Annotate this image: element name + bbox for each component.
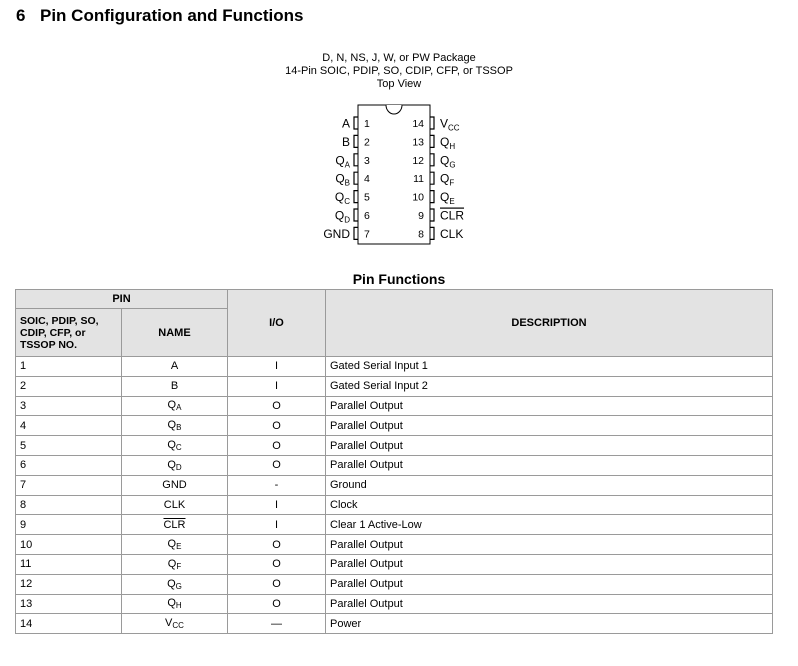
pin-label-subscript: C [344,197,350,207]
pin-label-name: CLR [440,208,465,223]
pin-number: 8 [418,228,424,241]
cell-pin-number: 4 [16,416,122,436]
pin-lead [354,227,358,239]
cell-description: Clock [326,495,773,515]
pin-label [440,227,463,241]
pin-name: Q [167,597,176,610]
cell-io: O [228,574,326,594]
pin-name-subscript: F [176,561,182,571]
cell-pin-number: 13 [16,594,122,614]
cell-pin-name [122,614,228,634]
cell-pin-number: 5 [16,436,122,456]
cell-description: Gated Serial Input 1 [326,357,773,377]
section-title: Pin Configuration and Functions [40,6,304,25]
cell-description: Parallel Output [326,396,773,416]
cell-description: Power [326,614,773,634]
cell-io: O [228,416,326,436]
pin-label [342,135,350,149]
pin-number: 7 [364,228,370,241]
cell-pin-number: 8 [16,495,122,515]
pin-name: Q [167,577,176,590]
pin-name-subscript: H [175,601,182,611]
table-row [16,614,773,634]
pin-label [335,153,350,169]
pin-name-subscript: G [175,581,182,591]
cell-pin-name [122,594,228,614]
cell-io: I [228,376,326,396]
pin-number: 2 [364,136,370,149]
pin-label-subscript: B [344,178,350,188]
table-row [16,535,773,555]
pin-label-name: Q [334,190,345,205]
pin-name: $\overline{CLR}$ [163,518,186,531]
pin-label-subscript: E [449,197,455,207]
pin-number: 4 [364,173,370,186]
pin-name: A [170,360,179,373]
pin-label [342,117,350,131]
pin-name-subscript: CC [172,621,184,631]
package-line-2: 14-Pin SOIC, PDIP, SO, CDIP, CFP, or TSSOP [285,65,513,77]
cell-description: Parallel Output [326,416,773,436]
cell-io: O [228,594,326,614]
pin-label-name: Q [440,153,450,168]
pin-label-name: Q [335,153,345,168]
pin-label [335,209,350,225]
cell-pin-name [122,535,228,555]
cell-pin-name [122,475,228,495]
pin-number: 6 [364,210,370,222]
pin-number: 1 [364,118,370,130]
table-row [16,376,773,396]
cell-pin-number: 6 [16,455,122,475]
header-description: DESCRIPTION [326,290,773,357]
pin-number: 14 [412,118,424,130]
pin-lead [354,154,358,166]
header-io: I/O [228,290,326,357]
pin-lead [430,227,434,239]
pin-lead [354,117,358,129]
cell-io: I [228,515,326,535]
cell-pin-number: 10 [16,535,122,555]
pin-name: Q [167,538,177,551]
pin-name-subscript: C [175,443,182,453]
pin-name-subscript: B [176,423,182,433]
pin-label-name: A [341,116,350,131]
pin-name: Q [167,399,177,412]
pin-label-subscript: H [449,141,456,151]
pin-name: Q [167,419,177,432]
cell-io: O [228,535,326,555]
pin-label-name: CLK [440,226,464,241]
cell-pin-name [122,416,228,436]
cell-pin-number: 2 [16,376,122,396]
cell-io: O [228,455,326,475]
pin-name: Q [167,439,176,452]
pin-label [335,172,350,188]
pin-name-subscript: D [175,462,182,472]
pin-lead [430,117,434,129]
cell-description: Parallel Output [326,594,773,614]
pin-lead [430,154,434,166]
cell-pin-name [122,515,228,535]
cell-pin-name [122,376,228,396]
pin-label-name: GND [323,226,350,241]
cell-pin-number: 12 [16,574,122,594]
pin-number: 10 [412,191,424,204]
table-row [16,574,773,594]
pin-label-name: Q [440,134,450,149]
table-row [16,416,773,436]
pin-name: Q [167,557,177,570]
pin-functions-title: Pin Functions [352,271,446,287]
cell-pin-number: 3 [16,396,122,416]
pin-label-name: Q [440,171,450,186]
pin-label [323,227,350,241]
pin-name: B [170,380,179,393]
pin-lead [354,172,358,184]
pin-label [440,135,455,151]
pin-lead [430,209,434,221]
pin-label [440,117,460,133]
pin-number: 5 [364,191,370,204]
table-row [16,396,773,416]
cell-io: O [228,396,326,416]
cell-description: Ground [326,475,773,495]
pin-lead [354,191,358,203]
pin-label [440,209,464,223]
header-pin: PIN [16,290,228,309]
table-row [16,455,773,475]
cell-io: O [228,436,326,456]
pin-name: CLK [163,498,186,511]
package-line-3: Top View [376,78,422,90]
pin-number: 11 [413,173,424,186]
pin-name-subscript: E [176,542,182,552]
pin-name: Q [167,458,176,471]
table-row [16,515,773,535]
pin-lead [430,135,434,147]
pin-label [335,190,350,206]
pin-lead [354,135,358,147]
pin-lead [354,209,358,221]
table-row [16,554,773,574]
pin-functions-body [16,357,773,634]
pin-label [440,190,455,206]
pin-name: GND [162,479,187,492]
cell-description: Parallel Output [326,535,773,555]
pin-functions-table [15,289,773,634]
cell-pin-name [122,574,228,594]
cell-io: I [228,357,326,377]
cell-io: O [228,554,326,574]
cell-description: Parallel Output [326,436,773,456]
pin-label-subscript: G [449,160,456,170]
cell-io: I [228,495,326,515]
cell-pin-number: 11 [16,554,122,574]
pin-number: 3 [364,154,370,167]
pin-label-name: Q [440,190,450,205]
pin-left-2 [342,135,370,149]
cell-description: Gated Serial Input 2 [326,376,773,396]
cell-pin-name [122,554,228,574]
pin-label-subscript: A [344,160,350,170]
pin-left-1 [342,117,370,131]
pinout-diagram [0,0,798,260]
pin-name: V [165,617,173,630]
cell-pin-name [122,396,228,416]
cell-io: — [228,614,326,634]
pin-label-subscript: F [449,178,455,188]
cell-pin-name [122,436,228,456]
pin-name-subscript: A [176,403,182,413]
pin-label-name: Q [334,208,345,223]
cell-io: - [228,475,326,495]
cell-description: Clear 1 Active-Low [326,515,773,535]
header-package-no: SOIC, PDIP, SO, CDIP, CFP, or TSSOP NO. [16,309,122,357]
cell-description: Parallel Output [326,455,773,475]
table-row [16,594,773,614]
table-row [16,357,773,377]
package-line-1: D, N, NS, J, W, or PW Package [322,52,476,64]
pin-lead [430,172,434,184]
pin-label [440,172,454,188]
pin-label-subscript: D [344,215,350,225]
cell-pin-number: 1 [16,357,122,377]
pin-number: 12 [412,154,424,167]
table-row [16,495,773,515]
cell-description: Parallel Output [326,574,773,594]
cell-pin-number: 9 [16,515,122,535]
table-row [16,475,773,495]
cell-pin-number: 14 [16,614,122,634]
cell-pin-name [122,495,228,515]
cell-pin-name [122,455,228,475]
header-name: NAME [122,309,228,357]
cell-pin-number: 7 [16,475,122,495]
pin-label-name: B [341,134,350,149]
pin-label [440,153,456,169]
section-number: 6 [16,6,26,25]
table-row [16,436,773,456]
cell-description: Parallel Output [326,554,773,574]
cell-pin-name [122,357,228,377]
pin-number: 9 [418,210,424,222]
pin-label-subscript: CC [448,123,460,133]
pin-lead [430,191,434,203]
pin-label-name: Q [335,171,345,186]
pin-label-name: V [440,116,449,131]
pin-number: 13 [412,136,424,149]
